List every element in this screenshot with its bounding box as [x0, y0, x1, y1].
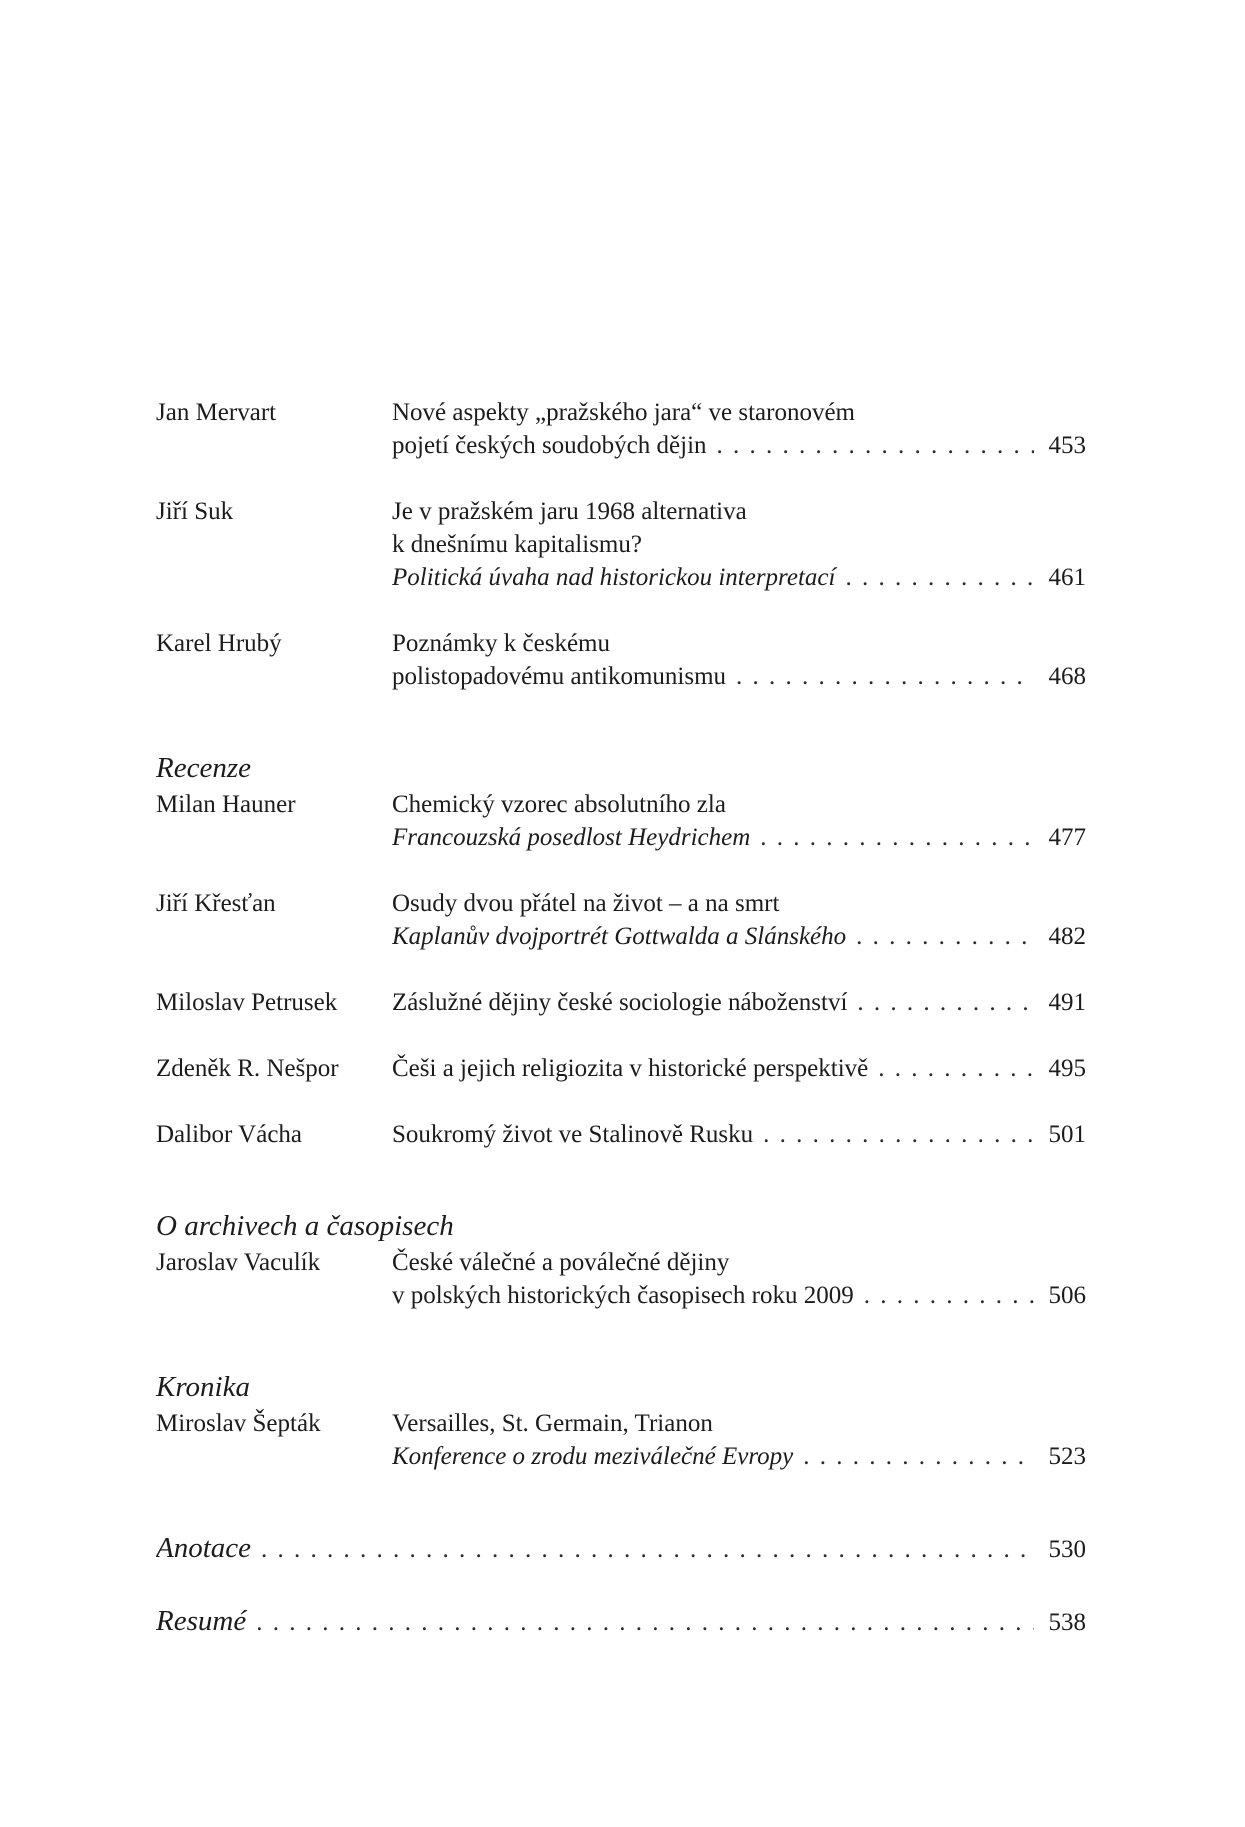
toc-entry — [156, 1407, 1086, 1473]
entry-titles — [392, 627, 1086, 693]
entry-title: Nové aspekty „pražského jara“ ve staronovém — [392, 399, 856, 426]
entry-titles — [392, 1407, 1086, 1473]
page-number: 482 — [1048, 923, 1086, 950]
closing-title: Resumé — [156, 1605, 247, 1637]
entry-title: k dnešnímu kapitalismu? — [392, 531, 642, 558]
entry-title: pojetí českých soudobých dějin — [392, 432, 707, 459]
entry-author: Jaroslav Vaculík — [156, 1249, 321, 1276]
entry-title: Osudy dvou přátel na život – a na smrt — [392, 890, 780, 917]
dot-leader — [256, 1603, 1034, 1641]
section-heading-kronika: Kronika — [156, 1371, 250, 1403]
entry-author: Jiří Křesťan — [156, 890, 276, 917]
entry-author: Jan Mervart — [156, 399, 277, 426]
toc-entry — [156, 887, 1086, 953]
entry-spacer — [156, 1019, 1086, 1052]
dot-leader — [803, 1440, 1034, 1473]
closing-spacer — [156, 1473, 1086, 1528]
entry-titles — [392, 788, 1086, 854]
section-heading-recenze: Recenze — [156, 752, 251, 784]
entry-title-line — [392, 495, 1086, 528]
entry-title: Chemický vzorec absolutního zla — [392, 791, 726, 818]
page-number: 530 — [1048, 1536, 1086, 1563]
entry-titles — [392, 986, 1086, 1019]
entry-titles — [392, 1118, 1086, 1151]
entry-subtitle: Francouzská posedlost Heydrichem — [392, 824, 751, 851]
entry-title-line — [392, 660, 1086, 693]
entry-title-line — [392, 1118, 1086, 1151]
section-spacer — [156, 693, 1086, 748]
toc-entry — [156, 396, 1086, 462]
entry-title: České válečné a poválečné dějiny — [392, 1249, 730, 1276]
entry-title-line — [392, 788, 1086, 821]
entry-title: Versailles, St. Germain, Trianon — [392, 1410, 713, 1437]
entry-title-line — [392, 1407, 1086, 1440]
entry-title-line — [392, 1052, 1086, 1085]
page-number: 495 — [1048, 1055, 1086, 1082]
entry-title-line — [392, 986, 1086, 1019]
toc-entry — [156, 1118, 1086, 1151]
toc-entry — [156, 1246, 1086, 1312]
section-heading-o-archivech-a-casopisech: O archivech a časopisech — [156, 1210, 454, 1242]
closing-spacer — [156, 1568, 1086, 1601]
entry-spacer — [156, 1085, 1086, 1118]
entry-subtitle: Politická úvaha nad historickou interpretací — [392, 564, 836, 591]
entry-author: Zdeněk R. Nešpor — [156, 1055, 339, 1082]
entry-title-line — [392, 561, 1086, 594]
toc-entry — [156, 627, 1086, 693]
entry-spacer — [156, 594, 1086, 627]
entry-title-line — [392, 429, 1086, 462]
dot-leader — [760, 821, 1034, 854]
entry-title: Je v pražském jaru 1968 alternativa — [392, 498, 747, 525]
toc-entry — [156, 788, 1086, 854]
dot-leader — [261, 1530, 1034, 1568]
entry-spacer — [156, 462, 1086, 495]
entry-subtitle: Konference o zrodu meziválečné Evropy — [392, 1443, 794, 1470]
closing-title: Anotace — [156, 1532, 252, 1564]
dot-leader — [763, 1118, 1034, 1151]
entry-author: Jiří Suk — [156, 498, 234, 525]
toc-entry — [156, 495, 1086, 594]
page-number: 461 — [1048, 564, 1086, 591]
entry-author: Miloslav Petrusek — [156, 989, 338, 1016]
entry-titles — [392, 1052, 1086, 1085]
table-of-contents — [156, 396, 1086, 1641]
entry-spacer — [156, 854, 1086, 887]
page-number: 506 — [1048, 1282, 1086, 1309]
entry-title: v polských historických časopisech roku 2009 — [392, 1282, 854, 1309]
dot-leader — [857, 986, 1034, 1019]
entry-subtitle: Kaplanův dvojportrét Gottwalda a Slánského — [392, 923, 847, 950]
page-number: 453 — [1048, 432, 1086, 459]
entry-titles — [392, 887, 1086, 953]
entry-author: Milan Hauner — [156, 791, 296, 818]
entry-title-line — [392, 1440, 1086, 1473]
entry-title: Poznámky k českému — [392, 630, 611, 657]
entry-title-line — [392, 528, 1086, 561]
dot-leader — [736, 660, 1034, 693]
page-number: 491 — [1048, 989, 1086, 1016]
entry-title: Záslužné dějiny české sociologie náboženství — [392, 989, 848, 1016]
entry-title: polistopadovému antikomunismu — [392, 663, 727, 690]
dot-leader — [864, 1279, 1034, 1312]
closing-entry-anotace — [156, 1528, 1086, 1568]
section-spacer — [156, 1151, 1086, 1206]
toc-entry — [156, 986, 1086, 1019]
entry-author: Miroslav Šepták — [156, 1410, 321, 1437]
entry-title-line — [392, 627, 1086, 660]
entry-author: Karel Hrubý — [156, 630, 282, 657]
dot-leader — [717, 429, 1034, 462]
entry-title: Češi a jejich religiozita v historické perspektivě — [392, 1055, 869, 1082]
entry-titles — [392, 1246, 1086, 1312]
toc-entry — [156, 1052, 1086, 1085]
page-number: 523 — [1048, 1443, 1086, 1470]
page-number: 538 — [1048, 1609, 1086, 1636]
dot-leader — [845, 561, 1034, 594]
entry-spacer — [156, 953, 1086, 986]
entry-title-line — [392, 1246, 1086, 1279]
entry-title-line — [392, 821, 1086, 854]
closing-entry-resume — [156, 1601, 1086, 1641]
entry-titles — [392, 495, 1086, 594]
entry-title-line — [392, 1279, 1086, 1312]
entry-titles — [392, 396, 1086, 462]
entry-title-line — [392, 887, 1086, 920]
section-spacer — [156, 1312, 1086, 1367]
entry-author: Dalibor Vácha — [156, 1121, 303, 1148]
entry-title: Soukromý život ve Stalinově Rusku — [392, 1121, 754, 1148]
entry-title-line — [392, 920, 1086, 953]
closing-entries — [156, 1473, 1086, 1641]
entry-title-line — [392, 396, 1086, 429]
dot-leader — [878, 1052, 1034, 1085]
page-number: 501 — [1048, 1121, 1086, 1148]
dot-leader — [856, 920, 1034, 953]
page-number: 468 — [1048, 663, 1086, 690]
page-number: 477 — [1048, 824, 1086, 851]
